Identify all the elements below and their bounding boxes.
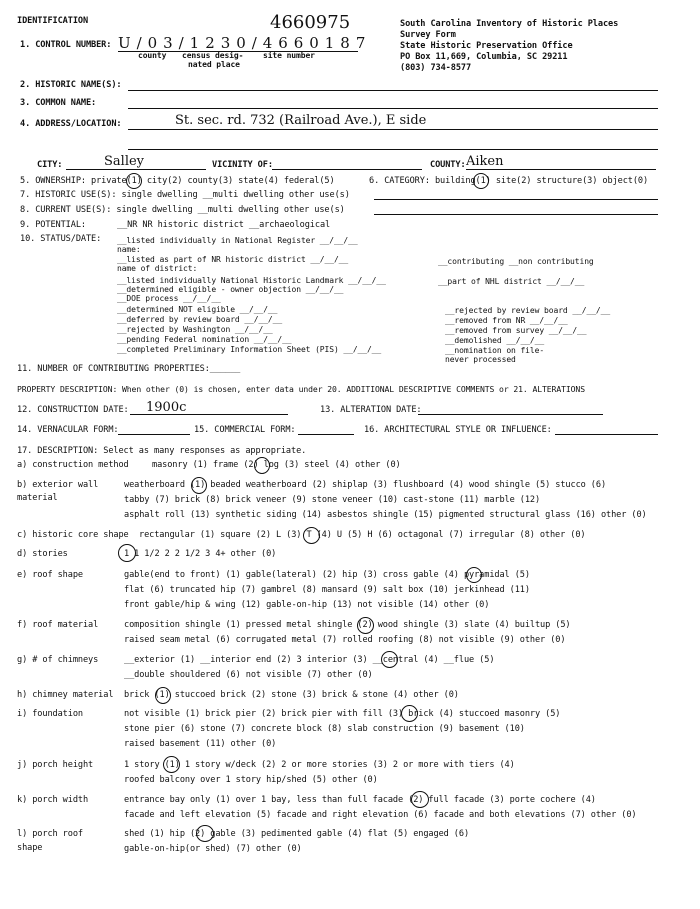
porch-roof-label-2: shape — [17, 843, 43, 853]
address-field[interactable] — [128, 129, 658, 130]
county-sublabel: county — [138, 51, 167, 60]
architectural-style-label: 16. ARCHITECTURAL STYLE OR INFLUENCE: — [364, 425, 552, 435]
porch-height-options-1: 1 story (1) 1 story w/deck (2) 2 or more stories (3) 2 or more with tiers (4) — [124, 760, 515, 770]
construction-date-value: 1900c — [146, 400, 187, 415]
common-name-field[interactable] — [128, 108, 658, 109]
status-right-1: __rejected by review board __/__/__ — [445, 306, 611, 315]
exterior-wall-label: b) exterior wall — [17, 480, 99, 490]
pressed-metal-circle — [357, 617, 374, 634]
address-field-2[interactable] — [128, 149, 658, 150]
status-item-5: __listed individually National Historic Landmark __/__/__ — [117, 276, 386, 285]
porch-width-label: k) porch width — [17, 795, 89, 805]
roof-shape-options-2: flat (6) truncated hip (7) gambrel (8) mansard (9) salt box (10) jerkinhead (11) — [124, 585, 530, 595]
less-than-full-facade-circle — [411, 791, 429, 808]
hip-porch-roof-circle — [196, 825, 214, 842]
exterior-wall-options-3: asphalt roll (13) synthetic siding (14) asbestos shingle (15) pigmented structural glass (16) other (0) — [124, 510, 647, 520]
status-right-2: __removed from NR __/__/__ — [445, 316, 568, 325]
address-label: 4. ADDRESS/LOCATION: — [20, 119, 122, 129]
construction-date-field[interactable] — [130, 414, 288, 415]
historic-use-line: 7. HISTORIC USE(S): single dwelling __multi dwelling other use(s) — [20, 190, 350, 200]
common-name-label: 3. COMMON NAME: — [20, 98, 97, 108]
category-building-circle — [473, 173, 489, 189]
vicinity-label: VICINITY OF: — [212, 160, 273, 170]
vernacular-form-field[interactable] — [118, 434, 190, 435]
status-item-10: __rejected by Washington __/__/__ — [117, 325, 273, 334]
site-number-sublabel: site number — [263, 51, 315, 60]
foundation-options-1: not visible (1) brick pier (2) brick pier with fill (3) brick (4) stuccoed masonry (5) — [124, 709, 561, 719]
city-label: CITY: — [37, 160, 63, 170]
status-item-4: name of district: — [117, 264, 198, 273]
chimneys-options-2: __double shouldered (6) not visible (7) other (0) — [124, 670, 373, 680]
exterior-wall-options-2: tabby (7) brick (8) brick veneer (9) stone veneer (10) cast-stone (11) marble (12) — [124, 495, 541, 505]
weatherboard-circle — [191, 477, 207, 494]
porch-roof-label: l) porch roof — [17, 829, 83, 839]
status-item-2: name: — [117, 245, 141, 254]
stories-options: 1 1 1/2 2 2 1/2 3 4+ other (0) — [124, 549, 277, 559]
vernacular-form-label: 14. VERNACULAR FORM: — [17, 425, 119, 435]
commercial-form-field[interactable] — [298, 434, 354, 435]
roof-material-options-2: raised seam metal (6) corrugated metal (7) rolled roofing (8) not visible (9) other (0) — [124, 635, 566, 645]
exterior-wall-options-1: weatherboard (1) beaded weatherboard (2) shiplap (3) flushboard (4) wood shingle (5) stucco (6) — [124, 480, 607, 490]
agency-line-5: (803) 734-8577 — [400, 63, 472, 73]
status-contributing: __contributing __non contributing — [438, 257, 594, 266]
stories-label: d) stories — [17, 549, 68, 559]
brick-chimney-circle — [155, 687, 171, 704]
core-shape-options: rectangular (1) square (2) L (3) T (4) U (5) H (6) octagonal (7) irregular (8) other (0) — [139, 530, 586, 540]
control-number-label: 1. CONTROL NUMBER: — [20, 40, 112, 50]
foundation-options-3: raised basement (11) other (0) — [124, 739, 277, 749]
alteration-date-label: 13. ALTERATION DATE: — [320, 405, 422, 415]
roof-shape-options-1: gable(end to front) (1) gable(lateral) (2) hip (3) cross gable (4) pyramidal (5) — [124, 570, 530, 580]
county-field[interactable] — [466, 169, 656, 170]
census-sublabel: census desig- — [182, 51, 244, 60]
status-item-11: __pending Federal nomination __/__/__ — [117, 335, 292, 344]
roof-material-label: f) roof material — [17, 620, 99, 630]
construction-method-label: a) construction method — [17, 460, 129, 470]
porch-roof-options-1: shed (1) hip (2) gable (3) pedimented gable (4) flat (5) engaged (6) — [124, 829, 470, 839]
agency-line-4: PO Box 11,669, Columbia, SC 29211 — [400, 52, 568, 62]
chimneys-label: g) # of chimneys — [17, 655, 99, 665]
property-description-line: PROPERTY DESCRIPTION: When other (0) is chosen, enter data under 20. ADDITIONAL DESCRIPTIVE COMMENTS or 21. ALTERATIONS — [17, 384, 585, 394]
construction-method-options: masonry (1) frame (2) log (3) steel (4) other (0) — [152, 460, 401, 470]
historic-other-use-field[interactable] — [374, 199, 658, 200]
roof-shape-label: e) roof shape — [17, 570, 83, 580]
porch-height-label: j) porch height — [17, 760, 94, 770]
frame-circle — [254, 457, 270, 474]
core-shape-label: c) historic core shape — [17, 530, 129, 540]
alteration-date-field[interactable] — [418, 414, 603, 415]
category-line: 6. CATEGORY: building(1) site(2) structure(3) object(0) — [369, 176, 649, 186]
status-item-12: __completed Preliminary Information Sheet (PIS) __/__/__ — [117, 345, 382, 354]
status-right-4: __demolished __/__/__ — [445, 336, 545, 345]
vicinity-field[interactable] — [272, 169, 422, 170]
status-item-3: __listed as part of NR historic district __/__/__ — [117, 255, 349, 264]
brick-pier-fill-circle — [401, 705, 418, 722]
status-right-5: __nomination on file- — [445, 346, 545, 355]
status-item-8: __determined NOT eligible __/__/__ — [117, 305, 278, 314]
status-right-3: __removed from survey __/__/__ — [445, 326, 587, 335]
roof-material-options-1: composition shingle (1) pressed metal shingle (2) wood shingle (3) slate (4) builtup (5) — [124, 620, 571, 630]
ownership-line: 5. OWNERSHIP: private(1) city(2) county(3) state(4) federal(5) — [20, 176, 335, 186]
current-use-line: 8. CURRENT USE(S): single dwelling __multi dwelling other use(s) — [20, 205, 345, 215]
control-number-value: U / 0 3 / 1 2 3 0 / 4 6 6 0 1 8 7 — [118, 34, 366, 52]
status-item-6: __determined eligible - owner objection __/__/__ — [117, 285, 344, 294]
county-value: Aiken — [466, 154, 504, 169]
census-sublabel-2: nated place — [188, 60, 240, 69]
historic-names-label: 2. HISTORIC NAME(S): — [20, 80, 122, 90]
status-item-9: __deferred by review board __/__/__ — [117, 315, 283, 324]
foundation-label: i) foundation — [17, 709, 83, 719]
identification-heading: IDENTIFICATION — [17, 16, 89, 26]
address-value: St. sec. rd. 732 (Railroad Ave.), E side — [175, 113, 427, 128]
potential-label: 9. POTENTIAL: — [20, 220, 86, 230]
interior-chimney-circle — [381, 651, 398, 668]
current-other-use-field[interactable] — [374, 214, 658, 215]
construction-date-label: 12. CONSTRUCTION DATE: — [17, 405, 129, 415]
ownership-private-circle — [126, 173, 142, 189]
foundation-options-2: stone pier (6) stone (7) concrete block (8) slab construction (9) basement (10) — [124, 724, 525, 734]
description-heading: 17. DESCRIPTION: Select as many responses as appropriate. — [17, 446, 307, 456]
porch-roof-options-2: gable-on-hip(or shed) (7) other (0) — [124, 844, 302, 854]
historic-names-field[interactable] — [128, 90, 658, 91]
city-value: Salley — [104, 154, 145, 169]
exterior-wall-label-2: material — [17, 493, 58, 503]
one-story-circle — [118, 544, 136, 562]
agency-line-2: Survey Form — [400, 30, 456, 40]
cross-gable-circle — [466, 567, 482, 583]
commercial-form-label: 15. COMMERCIAL FORM: — [194, 425, 296, 435]
roof-shape-options-3: front gable/hip & wing (12) gable-on-hip (13) not visible (14) other (0) — [124, 600, 490, 610]
handwritten-file-number: 4660975 — [270, 12, 351, 33]
status-item-7: __DOE process __/__/__ — [117, 294, 221, 303]
one-story-porch-circle — [163, 756, 180, 773]
potential-options: __NR NR historic district __archaeological — [117, 220, 331, 230]
city-field[interactable] — [66, 169, 206, 170]
status-label: 10. STATUS/DATE: — [20, 234, 102, 244]
status-item-1: __listed individually in National Register __/__/__ — [117, 236, 358, 245]
agency-line-3: State Historic Preservation Office — [400, 41, 573, 51]
contributing-properties-line: 11. NUMBER OF CONTRIBUTING PROPERTIES:______ — [17, 364, 241, 374]
status-nhl-district: __part of NHL district __/__/__ — [438, 277, 585, 286]
porch-width-options-1: entrance bay only (1) over 1 bay, less than full facade (2) full facade (3) porte cochere (4) — [124, 795, 596, 805]
l-shape-circle — [303, 527, 320, 544]
county-label: COUNTY: — [430, 160, 466, 170]
chimney-material-options: brick (1) stuccoed brick (2) stone (3) brick & stone (4) other (0) — [124, 690, 459, 700]
porch-height-options-2: roofed balcony over 1 story hip/shed (5) other (0) — [124, 775, 378, 785]
chimney-material-label: h) chimney material — [17, 690, 114, 700]
architectural-style-field[interactable] — [555, 434, 658, 435]
porch-width-options-2: facade and left elevation (5) facade and right elevation (6) facade and both elevations (7) other (0) — [124, 810, 637, 820]
status-right-6: never processed — [445, 355, 516, 364]
agency-line-1: South Carolina Inventory of Historic Places — [400, 19, 619, 29]
chimneys-options-1: __exterior (1) __interior end (2) 3 interior (3) __central (4) __flue (5) — [124, 655, 495, 665]
